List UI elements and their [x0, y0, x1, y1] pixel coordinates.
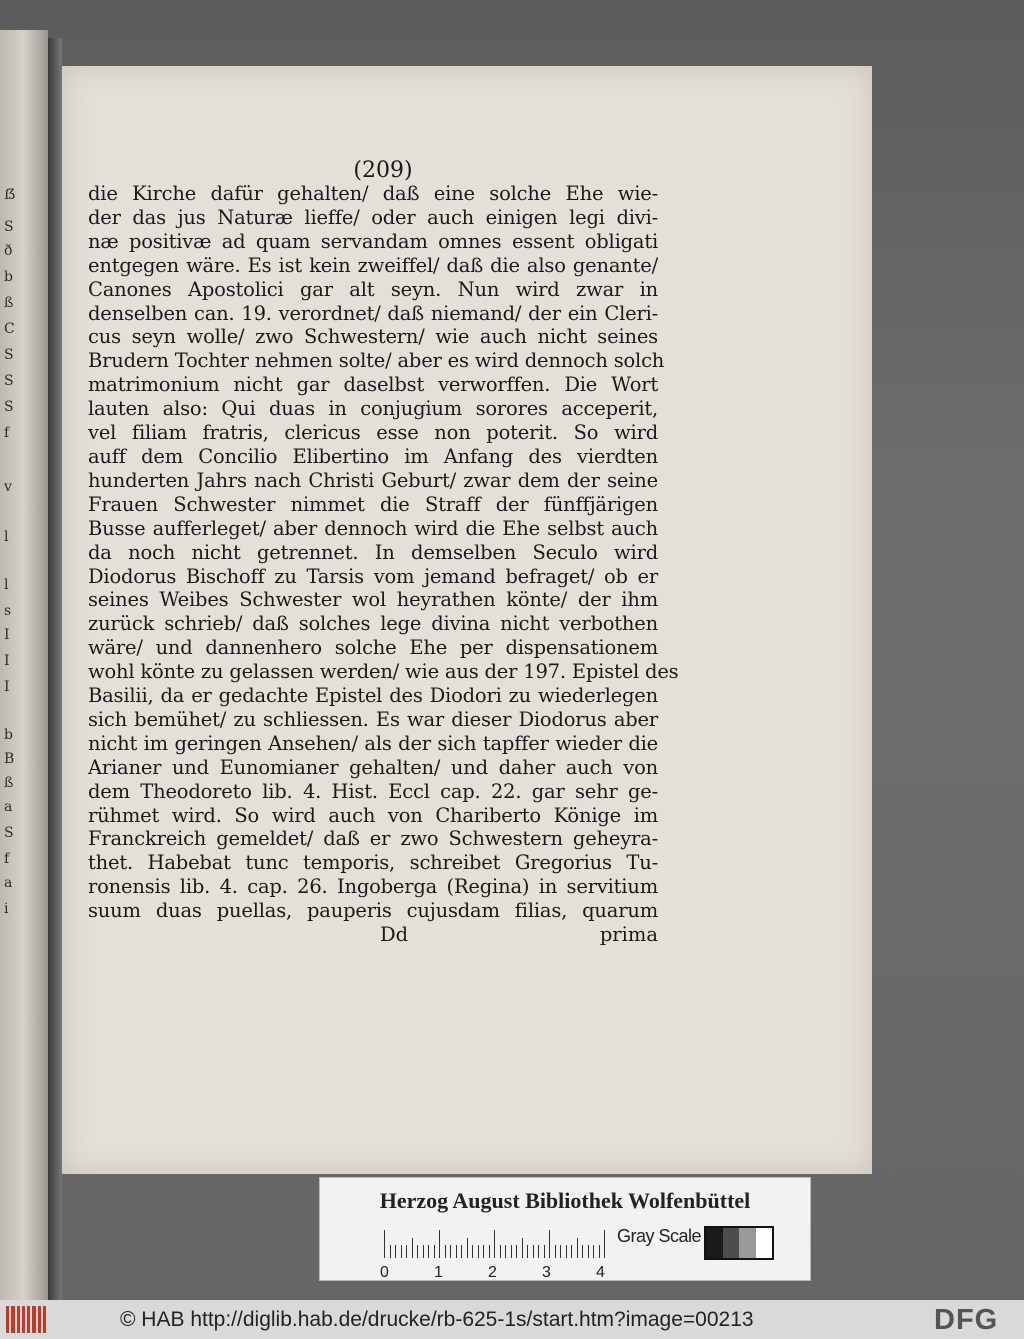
text-line: ronensis lib. 4. cap. 26. Ingoberga (Regina) in servitium [88, 875, 658, 899]
book-gutter [48, 38, 62, 1300]
edge-glyph: C [4, 321, 15, 337]
grayscale-swatch [723, 1228, 740, 1258]
ruler-tick [428, 1245, 429, 1258]
ruler-tick [461, 1245, 462, 1258]
ruler-tick [571, 1245, 572, 1258]
ruler-tick [555, 1245, 556, 1258]
edge-glyph: f [4, 851, 10, 867]
edge-glyph: l [4, 577, 9, 593]
edge-glyph: i [4, 901, 9, 917]
edge-glyph: ß [4, 775, 14, 791]
text-line: cus seyn wolle/ zwo Schwestern/ wie auch nicht seines [88, 325, 658, 349]
edge-glyph: v [4, 479, 12, 495]
library-name: Herzog August Bibliothek Wolfenbüttel [379, 1188, 751, 1213]
edge-glyph: a [4, 875, 13, 891]
ruler-tick [483, 1245, 484, 1258]
ruler-tick [472, 1245, 473, 1258]
text-line: Franckreich gemeldet/ daß er zwo Schwestern geheyra- [88, 827, 658, 851]
ruler-number: 1 [434, 1264, 443, 1281]
catchword: prima [599, 923, 658, 947]
edge-glyph: B [4, 751, 15, 767]
text-line: dem Theodoreto lib. 4. Hist. Eccl cap. 22. gar sehr ge- [88, 779, 658, 803]
edge-glyph: f [4, 425, 10, 441]
edge-glyph: s [4, 603, 12, 619]
ruler-tick [406, 1245, 407, 1258]
grayscale-swatch [739, 1228, 756, 1258]
text-line: seines Weibes Schwester wol heyrathen könte/ der ihm [88, 588, 658, 612]
page-number: (209) [353, 158, 413, 183]
ruler-tick [384, 1230, 385, 1258]
text-line: Busse aufferleget/ aber dennoch wird die Ehe selbst auch [88, 516, 658, 540]
edge-glyph: ð [4, 243, 13, 259]
text-line: da noch nicht getrennet. In demselben Seculo wird [88, 540, 658, 564]
text-line: vel filiam fratris, clericus esse non poterit. So wird [88, 421, 658, 445]
text-line: Diodorus Bischoff zu Tarsis vom jemand befraget/ ob er [88, 564, 658, 588]
ruler-tick [439, 1230, 440, 1258]
text-line: Arianer und Eunomianer gehalten/ und daher auch von [88, 755, 658, 779]
ruler-number: 2 [488, 1264, 497, 1281]
ruler-tick [401, 1245, 402, 1258]
ruler-tick [533, 1245, 534, 1258]
ruler-tick [417, 1245, 418, 1258]
edge-glyph: S [4, 219, 14, 235]
text-block [88, 158, 679, 947]
edge-glyph: l [4, 529, 9, 545]
ruler-number: 0 [380, 1264, 389, 1281]
copyright-link[interactable]: © HAB http://diglib.hab.de/drucke/rb-625-1s/start.htm?image=00213 [120, 1308, 754, 1331]
ruler-tick [544, 1245, 545, 1258]
text-line: Basilii, da er gedachte Epistel des Diodori zu wiederlegen [88, 684, 658, 708]
text-line: thet. Habebat tunc temporis, schreibet Gregorius Tu- [88, 851, 658, 875]
text-line: Frauen Schwester nimmet die Straff der fünffjärigen [88, 492, 658, 516]
ruler-tick [478, 1245, 479, 1258]
edge-glyph: I [4, 627, 10, 643]
grayscale-swatches [704, 1226, 774, 1260]
ruler-tick [511, 1245, 512, 1258]
ruler-tick [467, 1238, 468, 1258]
grayscale-swatch [756, 1228, 773, 1258]
ruler-number: 3 [542, 1264, 551, 1281]
ruler-tick [588, 1245, 589, 1258]
text-line: rühmet wird. So wird auch von Chariberto Könige im [88, 803, 658, 827]
edge-glyph: S [4, 825, 14, 841]
text-line: zurück schrieb/ daß solches lege divina nicht verbothen [88, 612, 658, 636]
text-line: suum duas puellas, pauperis cujusdam filias, quarum [88, 899, 658, 923]
edge-glyph: b [4, 727, 13, 743]
ruler-tick [489, 1245, 490, 1258]
library-color-chart [319, 1177, 811, 1281]
edge-glyph: S [4, 373, 14, 389]
text-line: næ positivæ ad quam servandam omnes essent obligati [88, 229, 658, 253]
text-lines [88, 182, 679, 923]
page-footer-row [88, 923, 658, 947]
text-line: wäre/ und dannenhero solche Ehe per dispensationem [88, 636, 658, 660]
text-line: nicht im geringen Ansehen/ als der sich tapffer wieder die [88, 731, 658, 755]
ruler-tick [593, 1245, 594, 1258]
signature-mark: Dd [380, 923, 409, 947]
ruler-tick [423, 1245, 424, 1258]
ruler-tick [434, 1245, 435, 1258]
edge-glyph: b [4, 269, 13, 285]
ruler-tick [582, 1245, 583, 1258]
text-line: hunderten Jahrs nach Christi Geburt/ zwar dem der seine [88, 468, 658, 492]
edge-glyph: ẞ [4, 187, 16, 203]
ruler-tick [538, 1245, 539, 1258]
ruler-tick [516, 1245, 517, 1258]
hab-logo-icon [6, 1306, 46, 1333]
ruler-tick [522, 1238, 523, 1258]
ruler-tick [445, 1245, 446, 1258]
ruler-tick [494, 1230, 495, 1258]
grayscale-label: Gray Scale [617, 1226, 702, 1246]
text-line: denselben can. 19. verordnet/ daß niemand/ der ein Cleri- [88, 301, 658, 325]
ruler-tick [390, 1245, 391, 1258]
text-line: sich bemühet/ zu schliessen. Es war dieser Diodorus aber [88, 707, 658, 731]
ruler-tick [412, 1238, 413, 1258]
edge-glyph: S [4, 399, 14, 415]
edge-glyph: S [4, 347, 14, 363]
document-page [62, 66, 872, 1174]
text-line: der das jus Naturæ lieffe/ oder auch einigen legi divi- [88, 205, 658, 229]
edge-glyph: I [4, 653, 10, 669]
ruler-tick [450, 1245, 451, 1258]
ruler-tick [549, 1230, 550, 1258]
dfg-logo: DFG [934, 1304, 999, 1336]
text-line: die Kirche dafür gehalten/ daß eine solche Ehe wie- [88, 182, 658, 205]
ruler-number: 4 [596, 1264, 605, 1281]
ruler-tick [577, 1238, 578, 1258]
viewer-footer [0, 1300, 1024, 1339]
text-line: auff dem Concilio Elibertino im Anfang des vierdten [88, 444, 658, 468]
ruler-tick [505, 1245, 506, 1258]
ruler-tick [395, 1245, 396, 1258]
edge-glyph: a [4, 799, 13, 815]
ruler-tick [500, 1245, 501, 1258]
edge-glyph: I [4, 679, 10, 695]
ruler-tick [527, 1245, 528, 1258]
scale-ruler [384, 1230, 606, 1258]
ruler-tick [560, 1245, 561, 1258]
text-line: Brudern Tochter nehmen solte/ aber es wird dennoch solch [88, 349, 665, 373]
previous-page-edge [0, 30, 48, 1300]
ruler-tick [599, 1245, 600, 1258]
grayscale-swatch [706, 1228, 723, 1258]
text-line: Canones Apostolici gar alt seyn. Nun wird zwar in [88, 277, 658, 301]
text-line: wohl könte zu gelassen werden/ wie aus der 197. Epistel des [88, 660, 679, 684]
edge-glyph: ß [4, 295, 14, 311]
ruler-tick [604, 1230, 605, 1258]
ruler-tick [456, 1245, 457, 1258]
text-line: lauten also: Qui duas in conjugium sorores acceperit, [88, 397, 658, 421]
ruler-tick [566, 1245, 567, 1258]
text-line: entgegen wäre. Es ist kein zweiffel/ daß die also genante/ [88, 253, 658, 277]
text-line: matrimonium nicht gar daselbst verworffen. Die Wort [88, 373, 658, 397]
